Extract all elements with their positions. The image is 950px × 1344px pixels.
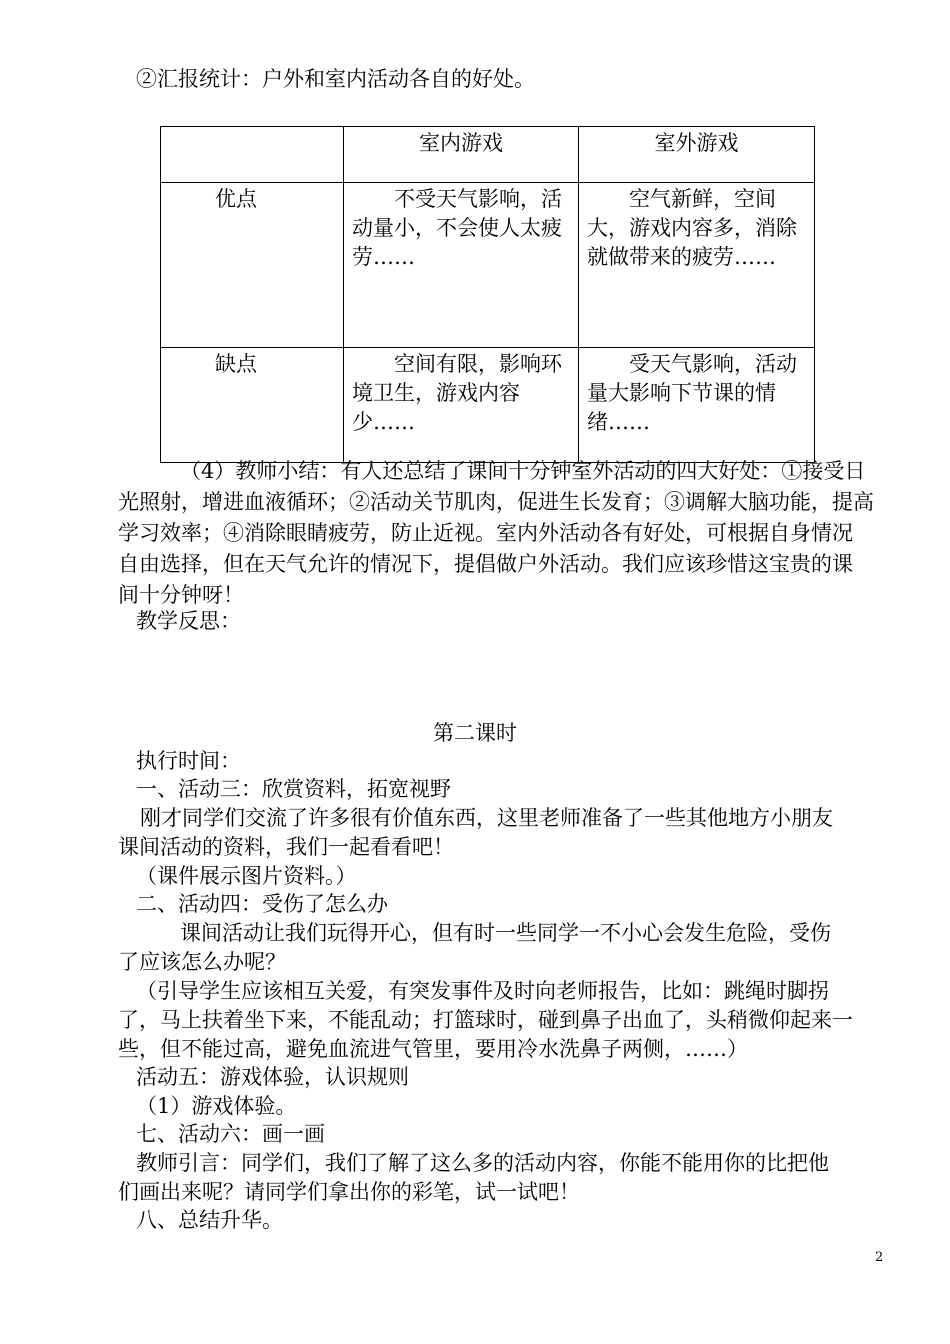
row-header-disadvantages: 缺点	[161, 348, 344, 463]
table-row	[161, 183, 815, 348]
summary-line: 间十分钟呀！	[118, 583, 244, 607]
summary-line: 学习效率；④消除眼睛疲劳，防止近视。室内外活动各有好处，可根据自身情况	[118, 521, 853, 545]
guide-line: 些，但不能过高，避免血流进气管里，要用冷水洗鼻子两侧，……）	[118, 1037, 748, 1061]
activity4-line: 了应该怎么办呢？	[118, 950, 286, 974]
cell-indoor-disadvantages: 空间有限，影响环境卫生，游戏内容少……	[344, 348, 579, 463]
game-experience: （1）游戏体验。	[136, 1094, 297, 1118]
courseware-note: （课件展示图片资料。）	[136, 864, 357, 888]
conclusion: 八、总结升华。	[136, 1208, 283, 1232]
cell-indoor-advantages: 不受天气影响，活动量小，不会使人太疲劳……	[344, 183, 579, 348]
teaching-reflection: 教学反思：	[136, 609, 241, 633]
guide-line: 了，马上扶着坐下来，不能乱动；打篮球时，碰到鼻子出血了，头稍微仰起来一	[118, 1008, 853, 1032]
report-heading: ②汇报统计：户外和室内活动各自的好处。	[136, 67, 535, 91]
table-header-row	[161, 127, 815, 183]
activity3-line: 课间活动的资料，我们一起看看吧！	[118, 835, 454, 859]
activity6-title: 七、活动六：画一画	[136, 1122, 325, 1146]
intro-line: 们画出来呢？请同学们拿出你的彩笔，试一试吧！	[118, 1180, 580, 1204]
table-row	[161, 348, 815, 463]
section-title: 第二课时	[433, 721, 517, 745]
comparison-table	[160, 126, 815, 463]
row-header-advantages: 优点	[161, 183, 344, 348]
activity3-line: 刚才同学们交流了许多很有价值东西，这里老师准备了一些其他地方小朋友	[140, 806, 833, 830]
activity4-title: 二、活动四：受伤了怎么办	[136, 892, 388, 916]
guide-line: （引导学生应该相互关爱，有突发事件及时向老师报告，比如：跳绳时脚拐	[136, 979, 829, 1003]
summary-line: 自由选择，但在天气允许的情况下，提倡做户外活动。我们应该珍惜这宝贵的课	[118, 552, 853, 576]
activity5-title: 活动五：游戏体验，认识规则	[136, 1065, 409, 1089]
cell-outdoor-advantages: 空气新鲜，空间大，游戏内容多，消除就做带来的疲劳……	[579, 183, 815, 348]
column-header-outdoor: 室外游戏	[579, 127, 815, 183]
summary-line: 光照射，增进血液循环；②活动关节肌肉，促进生长发育；③调解大脑功能，提高	[118, 490, 874, 514]
activity3-title: 一、活动三：欣赏资料，拓宽视野	[136, 777, 451, 801]
activity4-line: 课间活动让我们玩得开心，但有时一些同学一不小心会发生危险，受伤	[180, 921, 831, 945]
execution-time: 执行时间：	[136, 749, 241, 773]
summary-line: （4）教师小结：有人还总结了课间十分钟室外活动的四大好处：①接受日	[180, 459, 866, 483]
page-number: 2	[875, 1250, 884, 1265]
intro-line: 教师引言：同学们，我们了解了这么多的活动内容，你能不能用你的比把他	[136, 1151, 829, 1175]
cell-outdoor-disadvantages: 受天气影响，活动量大影响下节课的情绪……	[579, 348, 815, 463]
table-corner-cell	[161, 127, 344, 183]
column-header-indoor: 室内游戏	[344, 127, 579, 183]
